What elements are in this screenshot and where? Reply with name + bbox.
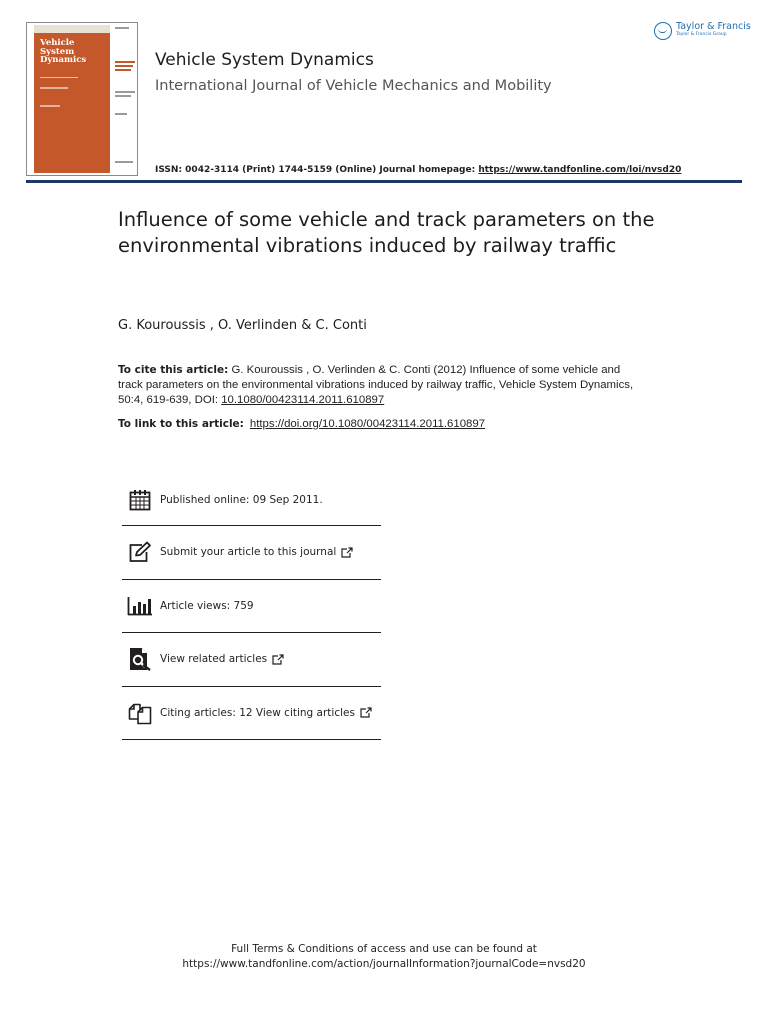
cover-text-line (115, 61, 135, 63)
cover-text-line (115, 95, 131, 97)
journal-subtitle: International Journal of Vehicle Mechanics and Mobility (155, 78, 552, 94)
publisher-group: Taylor & Francis Group (676, 32, 727, 37)
article-doi-link[interactable]: https://doi.org/10.1080/00423114.2011.610897 (249, 418, 486, 430)
cover-text-line (115, 91, 135, 93)
cover-divider (40, 77, 78, 78)
cover-title (40, 39, 86, 65)
article-link-label: To link to this article: (118, 418, 244, 430)
footer (0, 942, 768, 972)
info-row-related[interactable] (122, 633, 381, 687)
issn-line (155, 165, 681, 175)
publisher-name: Taylor & Francis (676, 21, 751, 32)
citation-block (118, 363, 648, 408)
info-row-submit[interactable] (122, 526, 381, 580)
external-link-icon (341, 547, 353, 558)
journal-name[interactable]: Vehicle System Dynamics (155, 50, 374, 70)
bar-chart-icon (126, 594, 154, 618)
search-document-icon (126, 647, 154, 671)
cover-text-line (115, 65, 133, 67)
cover-text-line (40, 105, 60, 107)
cover-text-line (115, 113, 127, 115)
edit-icon (126, 540, 154, 564)
publisher-logo (654, 22, 751, 40)
footer-terms-link[interactable]: https://www.tandfonline.com/action/journalInformation?journalCode=nvsd20 (182, 958, 586, 970)
article-authors: G. Kouroussis , O. Verlinden & C. Conti (118, 318, 367, 333)
issn-text: ISSN: 0042-3114 (Print) 1744-5159 (Online) Journal homepage: (155, 165, 479, 175)
citing-articles-icon (126, 701, 154, 725)
article-link-line (118, 418, 485, 430)
cover-text-line (40, 87, 68, 89)
cover-title-line1: Vehicle (40, 38, 75, 48)
article-title: Influence of some vehicle and track parameters on the environmental vibrations induced by railway traffic (118, 208, 655, 257)
cover-text-line (115, 69, 131, 71)
citation-text: G. Kouroussis , O. Verlinden & C. Conti (2012) Influence of some vehicle and track parameters on the environmental vibrations induced by railway traffic, Vehicle System Dynamics, 50:4, 619-639, DOI: (118, 364, 634, 406)
citation-label: To cite this article: (118, 364, 229, 376)
cover-title-line3: Dynamics (40, 55, 87, 65)
calendar-icon (126, 488, 154, 512)
info-row-published (122, 474, 381, 526)
header-divider (26, 180, 742, 183)
publisher-logo-icon (654, 22, 672, 40)
cover-panel (34, 25, 110, 173)
submit-article-link[interactable]: Submit your article to this journal (160, 546, 337, 559)
journal-homepage-link[interactable]: https://www.tandfonline.com/loi/nvsd20 (478, 165, 682, 175)
related-articles-link[interactable]: View related articles (160, 653, 268, 666)
cover-title-line2: System (40, 46, 75, 57)
journal-cover (26, 22, 138, 176)
citing-articles-link[interactable]: Citing articles: 12 View citing articles (160, 706, 355, 719)
cover-top-strip (34, 25, 110, 33)
footer-terms-text: Full Terms & Conditions of access and use can be found at (231, 943, 537, 955)
info-row-citing[interactable] (122, 687, 381, 741)
cover-text-line (115, 27, 129, 29)
cover-publisher-mark (115, 161, 133, 163)
published-date: Published online: 09 Sep 2011. (160, 493, 323, 506)
external-link-icon (272, 654, 284, 665)
article-info-list (122, 474, 381, 740)
article-views: Article views: 759 (160, 599, 254, 612)
external-link-icon (360, 707, 372, 718)
info-row-views (122, 580, 381, 634)
citation-doi-link[interactable]: 10.1080/00423114.2011.610897 (221, 394, 385, 406)
